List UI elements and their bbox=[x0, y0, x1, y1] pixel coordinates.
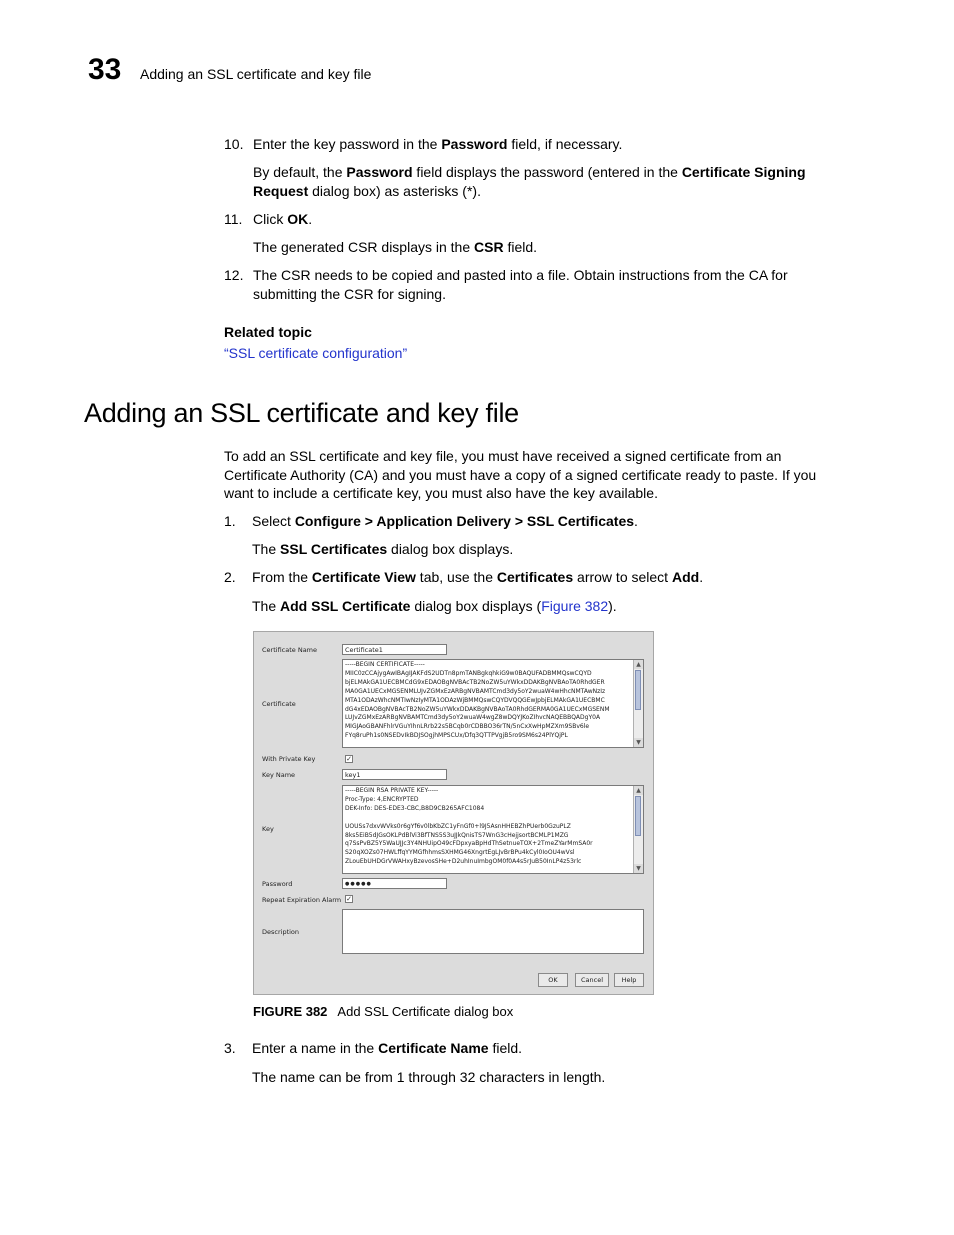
step-number: 3. bbox=[224, 1040, 236, 1056]
description-label: Description bbox=[262, 928, 300, 936]
step-1-note: The SSL Certificates dialog box displays. bbox=[252, 541, 514, 557]
figure-label: FIGURE 382 bbox=[253, 1004, 328, 1019]
certificate-line: MTA1ODAzWhcNMTIwNzIyMTA1ODAzWjBMMQswCQYDVQQGEwJpbjELMAkGA1UECBMC bbox=[345, 696, 605, 704]
step-11-text: Click OK. bbox=[253, 211, 313, 227]
key-textarea[interactable] bbox=[342, 785, 644, 874]
step-10-text: Enter the key password in the Password field, if necessary. bbox=[253, 136, 623, 152]
password-label: Password bbox=[262, 880, 293, 888]
certificate-line: MA0GA1UECxMGSENMLUJvZGMxEzARBgNVBAMTCmd3dy5oY2wuaW4wHhcNMTAwNzIz bbox=[345, 687, 606, 695]
step-12-line1: The CSR needs to be copied and pasted into a file. Obtain instructions from the CA for bbox=[253, 267, 788, 283]
certificate-line: FYq8ruPh1s0NSEDvIkBDJSOgjhMPSCUx/Dfq3QTTPVgjB5ro9SM6s24PlYQjPL bbox=[345, 732, 568, 740]
scroll-up-icon[interactable]: ▲ bbox=[634, 660, 643, 669]
chapter-number: 33 bbox=[88, 53, 122, 86]
figure-caption bbox=[253, 1003, 513, 1020]
scroll-thumb[interactable] bbox=[635, 670, 641, 710]
step-number: 12. bbox=[224, 267, 244, 283]
figure-link[interactable]: Figure 382 bbox=[541, 598, 609, 614]
certificate-line: MIGJAoGBANFhlrVGuYIhnLRrb22s5BCqb0rCDBBO36rTN/5nCxXwHpMZXm9SBv6le bbox=[345, 723, 590, 731]
related-topic-label: Related topic bbox=[224, 324, 312, 340]
key-scrollbar[interactable] bbox=[633, 786, 643, 873]
step-10-note-line2: Request dialog box) as asterisks (*). bbox=[253, 183, 481, 199]
scroll-down-icon[interactable]: ▼ bbox=[634, 738, 643, 747]
figure-caption-text: Add SSL Certificate dialog box bbox=[337, 1004, 514, 1019]
scroll-thumb[interactable] bbox=[635, 796, 641, 836]
key-line: UOUSs7dxvWVks0r6gYf6v0lbKbZC1yFnGf0+l9J5AsnHHEBZhPUerb0GzuPLZ bbox=[345, 822, 571, 830]
certificate-scrollbar[interactable] bbox=[633, 660, 643, 747]
section-heading: Adding an SSL certificate and key file bbox=[84, 398, 519, 428]
add-ssl-certificate-dialog bbox=[253, 631, 654, 995]
cancel-button[interactable]: Cancel bbox=[575, 973, 609, 987]
step-3-note: The name can be from 1 through 32 characters in length. bbox=[252, 1069, 606, 1085]
certificate-line: -----BEGIN CERTIFICATE----- bbox=[345, 661, 425, 668]
key-line: 8ks5EiB5dJGsOKLPdBlVi3BfTNS5S3uJJkQnisTS7WnG3cHejjsortBCMLP1MZG bbox=[345, 831, 569, 839]
step-3-text: Enter a name in the Certificate Name field. bbox=[252, 1040, 523, 1056]
intro-line2: Certificate Authority (CA) and you must have a copy of a signed certificate ready to paste. If you bbox=[224, 467, 817, 483]
step-number: 10. bbox=[224, 136, 244, 152]
chapter-title: Adding an SSL certificate and key file bbox=[140, 66, 372, 82]
intro-line3: want to include a certificate key, you must also have the key available. bbox=[224, 485, 658, 501]
with-private-key-checkbox[interactable]: ✓ bbox=[346, 756, 352, 763]
certificate-line: MIIC0zCCAjygAwIBAgIJAKFdS2UDTn8pmTANBgkqhkiG9w0BAQUFADBMMQswCQYD bbox=[345, 669, 592, 677]
key-lines bbox=[345, 787, 631, 867]
intro-line1: To add an SSL certificate and key file, you must have received a signed certificate from an bbox=[224, 448, 782, 464]
step-2-note: The Add SSL Certificate dialog box displays (Figure 382). bbox=[252, 598, 617, 614]
step-11-note: The generated CSR displays in the CSR field. bbox=[253, 239, 538, 255]
password-input[interactable]: ●●●●● bbox=[342, 878, 447, 889]
step-number: 11. bbox=[224, 211, 243, 227]
step-1-text: Select Configure > Application Delivery > SSL Certificates. bbox=[252, 513, 638, 529]
cert-name-label: Certificate Name bbox=[262, 646, 318, 654]
ok-button[interactable]: OK bbox=[538, 973, 568, 987]
help-button[interactable]: Help bbox=[614, 973, 644, 987]
key-name-input[interactable]: key1 bbox=[342, 769, 447, 780]
step-number: 2. bbox=[224, 569, 236, 585]
certificate-line: LUJvZGMxEzARBgNVBAMTCmd3dy5oY2wuaW4wgZ8wDQYJKoZIhvcNAQEBBQADgY0A bbox=[345, 714, 601, 722]
certificate-line: dG4xEDAOBgNVBAcTB2NoZW5uYWkxDDAKBgNVBAoTA0RhdGERMA0GA1UECxMGSENM bbox=[345, 705, 610, 713]
certificate-lines bbox=[345, 661, 631, 741]
key-line: S20qXOZs07HWLffqYYMGfhhmsSXHMG46XngrtEgLJvBrBPu4kCyl0IoOU4wVsl bbox=[345, 849, 575, 857]
certificate-textarea[interactable] bbox=[342, 659, 644, 748]
key-line: Proc-Type: 4,ENCRYPTED bbox=[345, 795, 419, 803]
key-line: ZLouEbUHDGrVWAHxyBzevosSHe+D2uhInuImbgOM0f0A4s5rJuB50InLP4z53rlc bbox=[345, 858, 582, 866]
repeat-alarm-label: Repeat Expiration Alarm bbox=[262, 896, 342, 904]
scroll-up-icon[interactable]: ▲ bbox=[634, 786, 643, 795]
cert-name-input[interactable]: Certificate1 bbox=[342, 644, 447, 655]
step-2-text: From the Certificate View tab, use the Certificates arrow to select Add. bbox=[252, 569, 704, 585]
step-12-line2: submitting the CSR for signing. bbox=[253, 286, 446, 302]
scroll-down-icon[interactable]: ▼ bbox=[634, 864, 643, 873]
key-label: Key bbox=[262, 825, 274, 833]
repeat-alarm-checkbox[interactable]: ✓ bbox=[346, 896, 352, 903]
key-line: q7SsPvBZ5Y5WaUJJc3Y4NHUipO49cFDpxyaBpHdThSetnueTOX+2TmeZYarMmSA0r bbox=[345, 840, 593, 848]
key-line: DEK-Info: DES-EDE3-CBC,B8D9CB265AFC1084 bbox=[345, 804, 485, 812]
certificate-label: Certificate bbox=[262, 700, 296, 708]
key-line: -----BEGIN RSA PRIVATE KEY----- bbox=[345, 787, 439, 794]
with-private-key-label: With Private Key bbox=[262, 755, 316, 763]
description-textarea[interactable] bbox=[342, 909, 644, 954]
related-topic-link[interactable]: “SSL certificate configuration” bbox=[224, 345, 408, 361]
step-number: 1. bbox=[224, 513, 236, 529]
certificate-line: bjELMAkGA1UECBMCdG9xEDAOBgNVBAcTB2NoZW5uYWkxDDAKBgNVBAoTA0RhdGER bbox=[345, 678, 605, 686]
key-name-label: Key Name bbox=[262, 771, 296, 779]
key-line bbox=[345, 814, 631, 823]
step-10-note-line1: By default, the Password field displays the password (entered in the Certificate Signing bbox=[253, 164, 806, 180]
